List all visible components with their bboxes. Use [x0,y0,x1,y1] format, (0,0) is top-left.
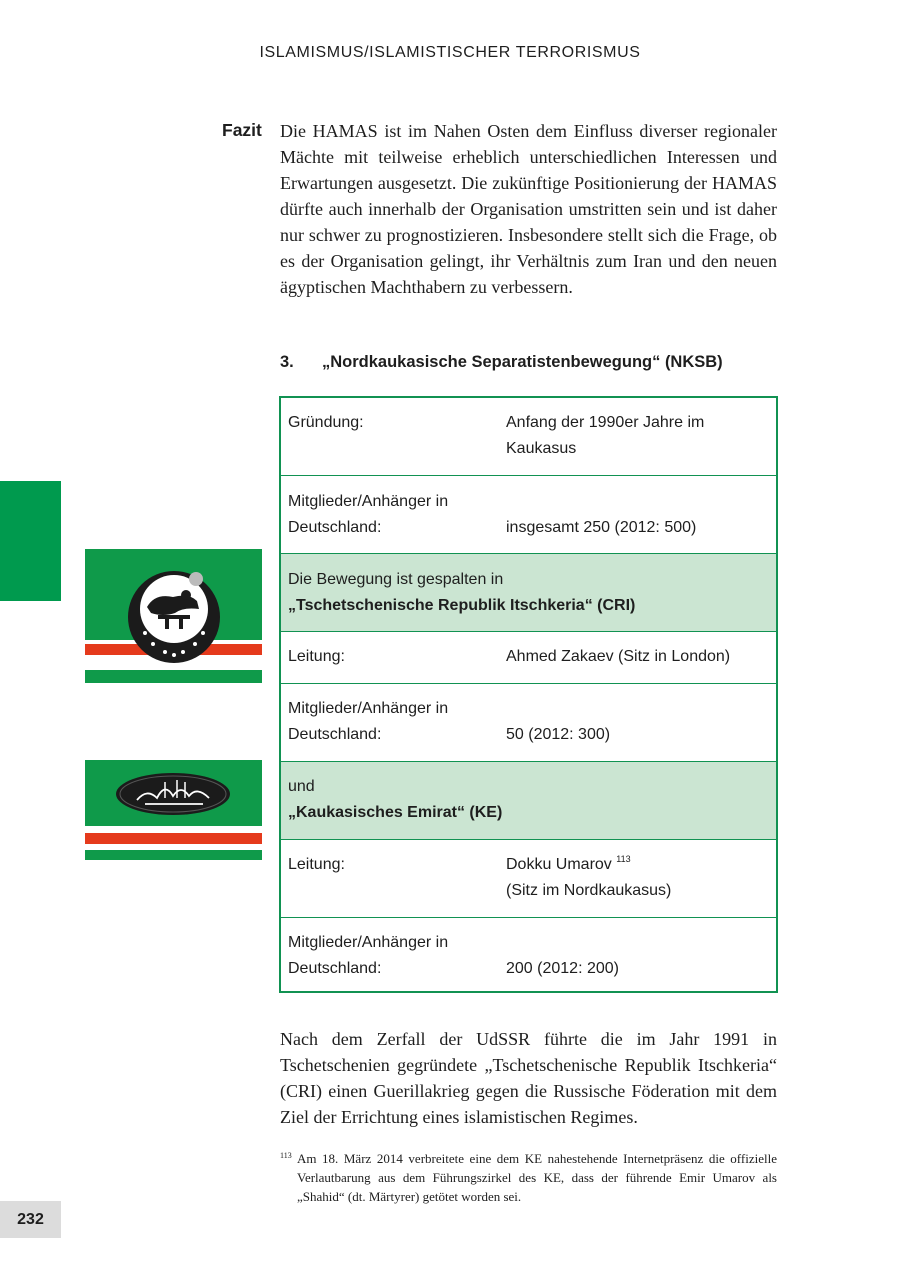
cri-leadership-label: Leitung: [288,648,345,665]
footnote-reference[interactable]: 113 [616,854,631,864]
founding-label: Gründung: [288,414,364,431]
page-number: 232 [0,1201,61,1238]
cri-members-label [288,696,498,748]
body-paragraph: Nach dem Zerfall der UdSSR führte die im Jahr 1991 in Tschetschenien gegründete „Tschetschenische Republik Itschkeria“ (CRI) einen Guerillakrieg gegen die Russische Föderation mit dem Ziel der Errichtung eines islamistischen Regimes. [280,1029,777,1127]
fazit-label: Fazit [222,120,262,140]
ke-members-label-line2: Deutschland: [288,960,382,977]
founding-value: Anfang der 1990er Jahre im Kaukasus [506,414,705,457]
nksb-info-table [279,396,778,993]
ke-flag-icon [85,760,262,860]
running-header: ISLAMISMUS/ISLAMISTISCHER TERRORISMUS [259,44,641,61]
split-intro [288,567,768,619]
members-total-value: insgesamt 250 (2012: 500) [506,519,697,536]
ke-leader-seat: (Sitz im Nordkaukasus) [506,882,672,899]
chapter-tab-marker [0,481,61,601]
split-text: Die Bewegung ist gespalten in [288,571,504,588]
members-label [288,489,498,541]
table-row-members-total [281,476,776,554]
table-row-ke-heading [281,762,776,840]
ke-members-label-line1: Mitglieder/Anhänger in [288,934,449,951]
ke-leadership-label: Leitung: [288,856,345,873]
and-text: und [288,778,315,795]
table-row-ke-members [281,918,776,991]
section-title: „Nordkaukasische Separatistenbewegung“ (NKSB) [322,353,723,371]
fazit-paragraph: Die HAMAS ist im Nahen Osten dem Einfluss diverser regionaler Mächte mit teilweise erheblich unterschiedlichen Interessen und Erwartungen ausgesetzt. Die zukünftige Positionierung der HAMAS dürfte auch innerhalb der Organisation umstritten sein und ist daher nur schwer zu prognostizieren. Insbesondere stellt sich die Frage, ob es der Organisation gelingt, ihr Verhältnis zum Iran und den neuen ägyptischen Machthabern zu verbessern. [280,121,777,297]
cri-members-label-line1: Mitglieder/Anhänger in [288,700,449,717]
cri-leader-value: Ahmed Zakaev (Sitz in London) [506,648,731,665]
footnote-number: 113 [280,1151,292,1160]
members-label-line2: Deutschland: [288,519,382,536]
table-row-ke-leadership [281,840,776,918]
ke-members-value: 200 (2012: 200) [506,960,619,977]
ke-name: „Kaukasisches Emirat“ (KE) [288,804,503,821]
table-row-founding [281,398,776,476]
table-row-cri-heading [281,554,776,632]
footnote-text: Am 18. März 2014 verbreitete eine dem KE nahestehende Internetpräsenz die offizielle Verlautbarung aus dem Führungszirkel des KE, dass der führende Emir Umarov als „Shahid“ (dt. Märtyrer) getötet worden sei. [297,1151,777,1204]
members-label-line1: Mitglieder/Anhänger in [288,493,449,510]
cri-members-value: 50 (2012: 300) [506,726,611,743]
section-number: 3. [280,353,294,371]
footnote [280,1149,777,1206]
ke-leader-value [506,852,771,904]
table-row-cri-members [281,684,776,762]
section-heading [280,353,723,372]
cri-name: „Tschetschenische Republik Itschkeria“ (CRI) [288,597,636,614]
table-row-cri-leadership [281,632,776,684]
cri-flag-icon [85,549,262,683]
cri-members-label-line2: Deutschland: [288,726,382,743]
ke-intro [288,774,768,826]
ke-leader-name: Dokku Umarov [506,856,612,873]
ke-members-label [288,930,498,982]
